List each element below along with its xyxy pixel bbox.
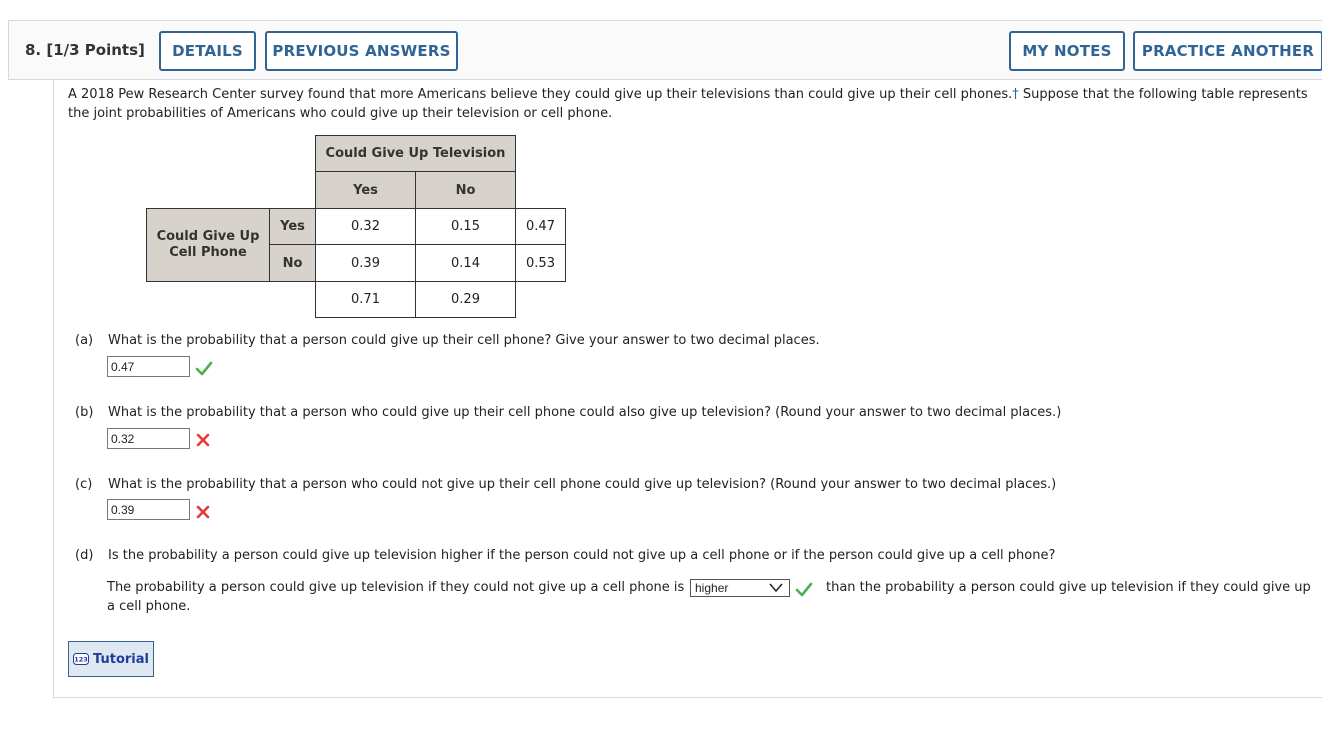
cell-yes-yes: 0.32 (315, 208, 416, 245)
answer-b-input[interactable] (107, 428, 190, 449)
check-icon (195, 359, 213, 377)
question-number-points: 8. [1/3 Points] (25, 41, 145, 59)
question-d-sentence-wrap: a cell phone. (107, 599, 191, 614)
question-c-text: What is the probability that a person who could not give up their cell phone could give up television? (Round your answer to two decimal places.) (108, 477, 1057, 492)
chevron-down-icon (769, 583, 783, 593)
question-d (75, 548, 1275, 566)
col-group-header: Could Give Up Television (315, 135, 516, 172)
cell-no-yes: 0.39 (315, 244, 416, 282)
row-total-yes: 0.47 (515, 208, 566, 245)
tutorial-label: Tutorial (93, 651, 149, 667)
tutorial-button[interactable] (68, 641, 154, 677)
col-total-yes: 0.71 (315, 281, 416, 318)
question-a-text: What is the probability that a person could give up their cell phone? Give your answer to two decimal places. (108, 333, 820, 348)
row-total-no: 0.53 (515, 244, 566, 282)
practice-another-button[interactable]: PRACTICE ANOTHER (1133, 31, 1322, 71)
question-c (75, 477, 1275, 495)
question-b (75, 405, 1275, 423)
row-group-header: Could Give Up Cell Phone (146, 208, 270, 282)
check-icon (795, 580, 813, 598)
row-header-no: No (269, 244, 316, 282)
col-total-no: 0.29 (415, 281, 516, 318)
col-header-no: No (415, 171, 516, 209)
question-d-sentence-start: The probability a person could give up television if they could not give up a cell phone is (107, 580, 685, 595)
previous-answers-button[interactable]: PREVIOUS ANSWERS (265, 31, 458, 71)
question-d-letter: (d) (75, 548, 94, 563)
answer-d-select[interactable] (690, 579, 790, 597)
svg-text:123: 123 (74, 655, 88, 664)
question-b-text: What is the probability that a person who could give up their cell phone could also give up television? (Round your answer to two decimal places.) (108, 405, 1062, 420)
intro-text-continued: Suppose that the following table represents the joint probabilities of Americans who could give up their television or cell phone. (68, 87, 1308, 121)
question-a (75, 333, 1275, 351)
cell-yes-no: 0.15 (415, 208, 516, 245)
details-button[interactable]: DETAILS (159, 31, 256, 71)
tutorial-123-icon (73, 653, 89, 665)
question-a-letter: (a) (75, 333, 94, 348)
answer-d-select-value: higher (695, 581, 729, 595)
question-c-letter: (c) (75, 477, 93, 492)
question-d-sentence-end: than the probability a person could give up television if they could give up (826, 580, 1311, 595)
question-intro (68, 85, 1318, 123)
cell-no-no: 0.14 (415, 244, 516, 282)
cross-icon (194, 503, 212, 521)
my-notes-button[interactable]: MY NOTES (1009, 31, 1125, 71)
answer-c-input[interactable] (107, 499, 190, 520)
question-b-letter: (b) (75, 405, 94, 420)
col-header-yes: Yes (315, 171, 416, 209)
cross-icon (194, 431, 212, 449)
footnote-dagger-link[interactable]: † (1012, 87, 1019, 102)
question-d-text: Is the probability a person could give up television higher if the person could not give up a cell phone or if the person could give up a cell phone? (108, 548, 1056, 563)
answer-a-input[interactable] (107, 356, 190, 377)
row-header-yes: Yes (269, 208, 316, 245)
intro-text: A 2018 Pew Research Center survey found that more Americans believe they could give up their televisions than could give up their cell phones. (68, 87, 1013, 102)
question-header (8, 20, 1322, 80)
